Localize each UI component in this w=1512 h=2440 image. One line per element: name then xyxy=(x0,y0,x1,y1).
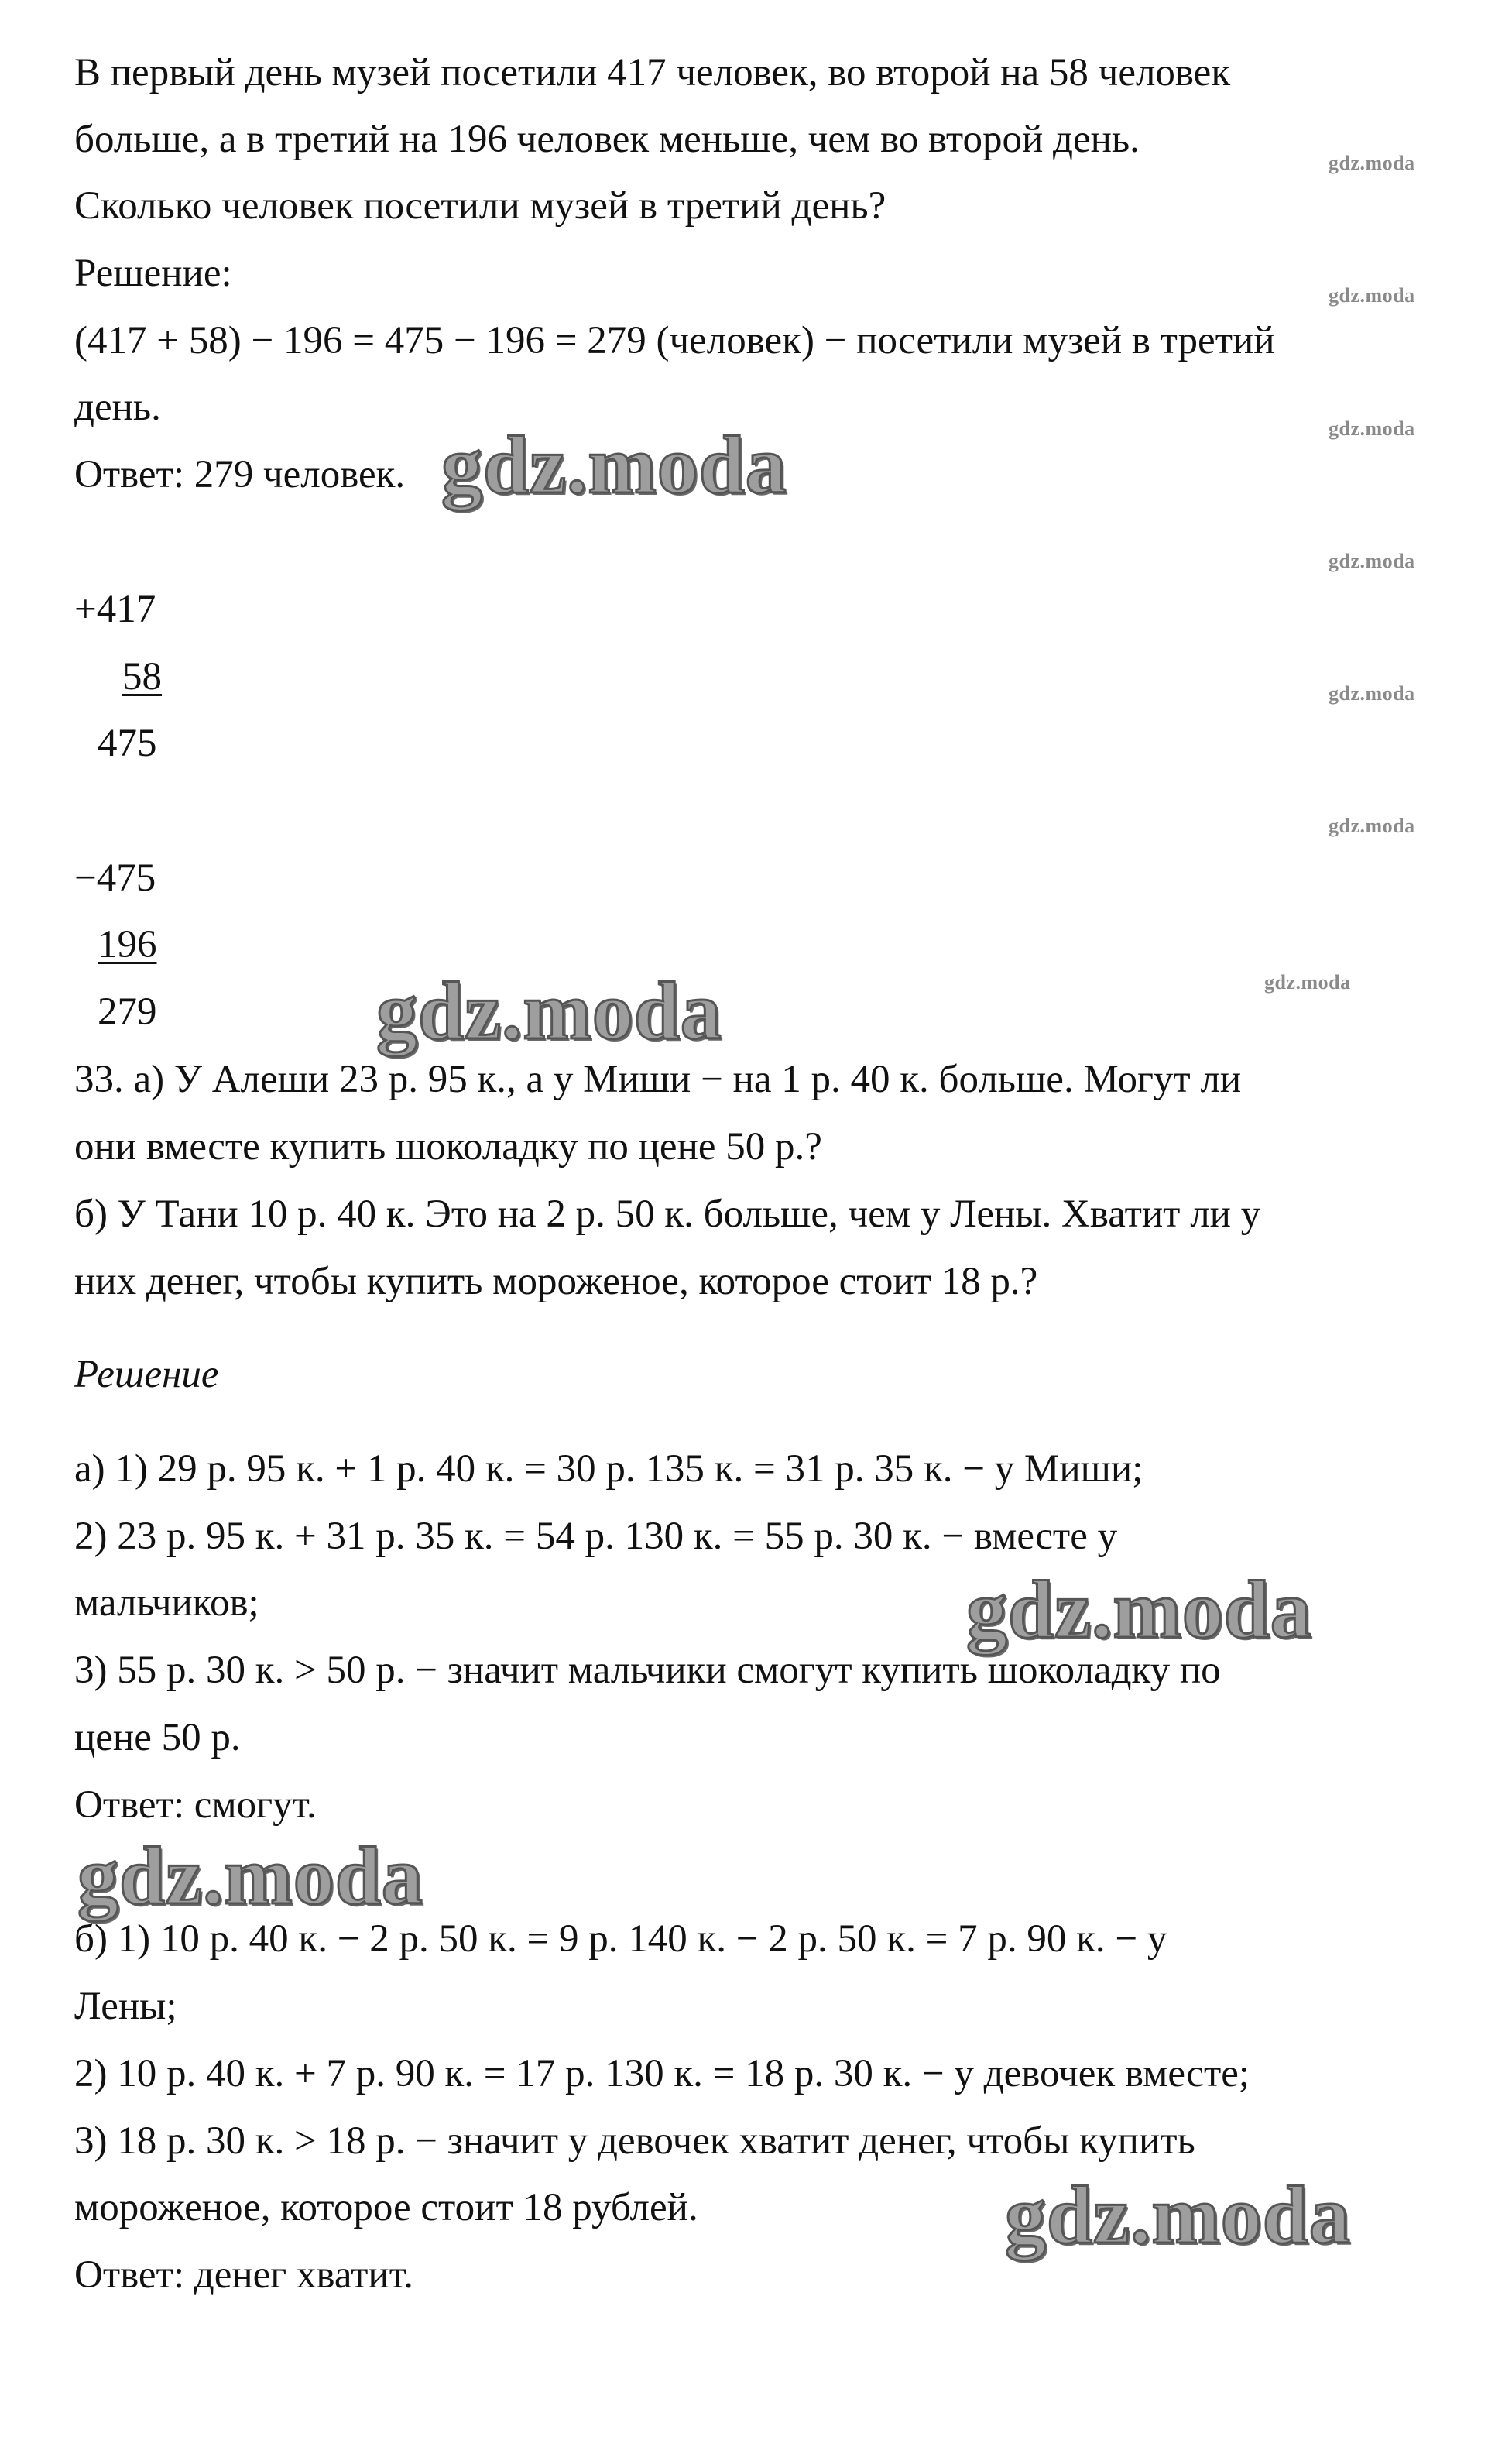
solution-label: Решение xyxy=(74,1353,219,1396)
solution-line: цене 50 р. xyxy=(74,1716,241,1759)
solution-line: 3) 55 р. 30 к. > 50 р. − значит мальчики смогут купить шоколадку по xyxy=(74,1649,1221,1692)
solution-line: б) 1) 10 р. 40 к. − 2 р. 50 к. = 9 р. 140 к. − 2 р. 50 к. = 7 р. 90 к. − у xyxy=(74,1917,1167,1961)
watermark-small: gdz.moda xyxy=(1329,550,1415,572)
watermark-small: gdz.moda xyxy=(1329,815,1415,837)
column-sub-operand-2: 196 xyxy=(98,923,157,966)
column-add-operand-1: +417 xyxy=(74,588,156,631)
problem-text-line: 33. а) У Алеши 23 р. 95 к., а у Миши − на 1 р. 40 к. больше. Могут ли xyxy=(74,1058,1242,1101)
solution-line: 2) 10 р. 40 к. + 7 р. 90 к. = 17 р. 130 к. = 18 р. 30 к. − у девочек вместе; xyxy=(74,2052,1250,2095)
solution-label: Решение: xyxy=(74,252,232,295)
problem-text-line: Сколько человек посетили музей в третий день? xyxy=(74,184,886,228)
watermark-large: gdz.moda xyxy=(966,1564,1312,1655)
answer-line: Ответ: 279 человек. xyxy=(74,453,406,496)
column-add-result: 475 xyxy=(98,722,157,765)
watermark-small: gdz.moda xyxy=(1264,971,1351,994)
column-sub-result: 279 xyxy=(98,990,157,1034)
watermark-large: gdz.moda xyxy=(441,420,787,510)
problem-text-line: В первый день музей посетили 417 человек, во второй на 58 человек xyxy=(74,51,1231,94)
solution-line: день. xyxy=(74,386,161,429)
watermark-small: gdz.moda xyxy=(1329,284,1415,307)
watermark-large: gdz.moda xyxy=(376,966,722,1056)
watermark-large: gdz.moda xyxy=(1005,2170,1351,2260)
solution-line: мороженое, которое стоит 18 рублей. xyxy=(74,2186,698,2229)
answer-line: Ответ: денег хватит. xyxy=(74,2253,413,2297)
column-sub-operand-1: −475 xyxy=(74,856,156,900)
problem-text-line: них денег, чтобы купить мороженое, которое стоит 18 р.? xyxy=(74,1260,1038,1303)
solution-line: (417 + 58) − 196 = 475 − 196 = 279 (человек) − посетили музей в третий xyxy=(74,319,1275,362)
problem-text-line: они вместе купить шоколадку по цене 50 р.? xyxy=(74,1125,822,1169)
solution-line: 3) 18 р. 30 к. > 18 р. − значит у девочек хватит денег, чтобы купить xyxy=(74,2119,1195,2163)
watermark-small: gdz.moda xyxy=(1329,417,1415,440)
watermark-small: gdz.moda xyxy=(1329,152,1415,174)
solution-line: 2) 23 р. 95 к. + 31 р. 35 к. = 54 р. 130 к. = 55 р. 30 к. − вместе у xyxy=(74,1515,1118,1558)
solution-line: мальчиков; xyxy=(74,1581,259,1625)
solution-line: Лены; xyxy=(74,1985,177,2028)
watermark-small: gdz.moda xyxy=(1329,682,1415,705)
problem-text-line: б) У Тани 10 р. 40 к. Это на 2 р. 50 к. больше, чем у Лены. Хватит ли у xyxy=(74,1193,1261,1236)
problem-text-line: больше, а в третий на 196 человек меньше, чем во второй день. xyxy=(74,118,1140,161)
answer-line: Ответ: смогут. xyxy=(74,1783,317,1827)
column-add-operand-2: 58 xyxy=(122,655,162,698)
watermark-large: gdz.moda xyxy=(77,1831,423,1921)
solution-line: а) 1) 29 р. 95 к. + 1 р. 40 к. = 30 р. 135 к. = 31 р. 35 к. − у Миши; xyxy=(74,1447,1143,1491)
